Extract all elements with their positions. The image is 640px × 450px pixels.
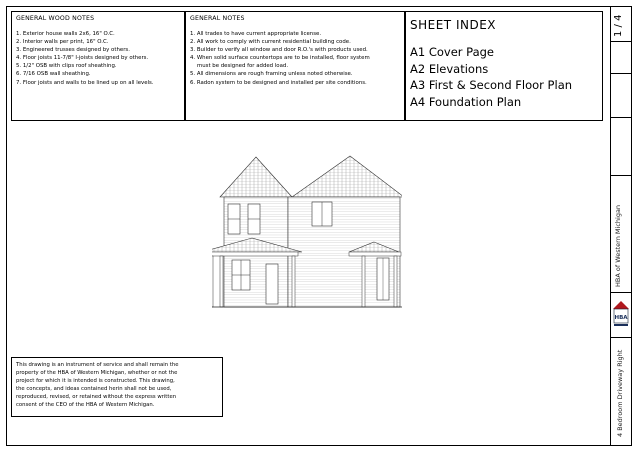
drawing-sheet (6, 6, 632, 446)
general-notes-list (190, 30, 404, 87)
sheet-index-item: A3 First & Second Floor Plan (410, 78, 573, 92)
list-item: 1. Exterior house walls 2x6, 16" O.C. (16, 31, 115, 37)
hba-logo-text: HBA (614, 315, 628, 321)
disclaimer-line: reproduced, revised, or retained without the express written (16, 394, 177, 401)
hba-logo (612, 299, 630, 331)
disclaimer-line: This drawing is an instrument of service and shall remain the (16, 362, 179, 368)
general-wood-notes-list (16, 30, 184, 87)
general-wood-notes-box (11, 11, 185, 121)
sheet-index-item: A4 Foundation Plan (410, 94, 522, 109)
sheet-index-list (410, 44, 602, 110)
list-item: 6. Radon system to be designed and installed per site conditions. (190, 79, 367, 86)
list-item: must be designed for added load. (197, 63, 289, 70)
list-item: 6. 7/16 OSB wall sheathing. (16, 71, 91, 78)
disclaimer-line: project for which it is intended is constructed. This drawing, (16, 378, 175, 385)
list-item: 3. Builder to verify all window and door R.O.'s with products used. (190, 47, 368, 54)
title-block-org: HBA of Western Michigan (614, 204, 622, 287)
disclaimer-line: property of the HBA of Western Michigan, whether or not the (16, 370, 178, 377)
list-item: 2. Interior walls per print, 16" O.C. (16, 39, 109, 46)
sheet-index-item: A1 Cover Page (410, 45, 495, 59)
general-notes-title: GENERAL NOTES (190, 15, 245, 22)
list-item: 1. All trades to have current appropriate license. (190, 31, 322, 37)
general-notes-box (185, 11, 405, 121)
sheet-index-item: A2 Elevations (410, 61, 489, 76)
disclaimer-line: the concepts, and ideas contained herin shall not be used, (16, 386, 172, 393)
list-item: 3. Engineered trusses designed by others. (16, 47, 130, 54)
list-item: 7. Floor joists and walls to be lined up on all levels. (16, 79, 154, 86)
disclaimer-box (11, 357, 223, 417)
sheet-index-title: SHEET INDEX (410, 18, 497, 32)
sheet-index-box (405, 11, 603, 121)
list-item: 5. All dimensions are rough framing unless noted otherwise. (190, 71, 353, 78)
list-item: 4. When solid surface countertops are to be installed, floor system (190, 55, 370, 62)
general-wood-notes-title: GENERAL WOOD NOTES (16, 15, 95, 22)
list-item: 4. Floor joists 11-7/8" I-joists designed by others. (16, 55, 149, 62)
list-item: 2. All work to comply with current residential building code. (190, 39, 351, 46)
sheet-number: 1 / 4 (613, 14, 624, 37)
list-item: 5. 1/2" OSB with clips roof sheathing. (16, 63, 117, 70)
title-block-project: 4 Bedroom Driveway Right (616, 349, 624, 437)
front-elevation-drawing (212, 152, 402, 312)
disclaimer-line: consent of the CEO of the HBA of Western Michigan. (16, 402, 155, 409)
